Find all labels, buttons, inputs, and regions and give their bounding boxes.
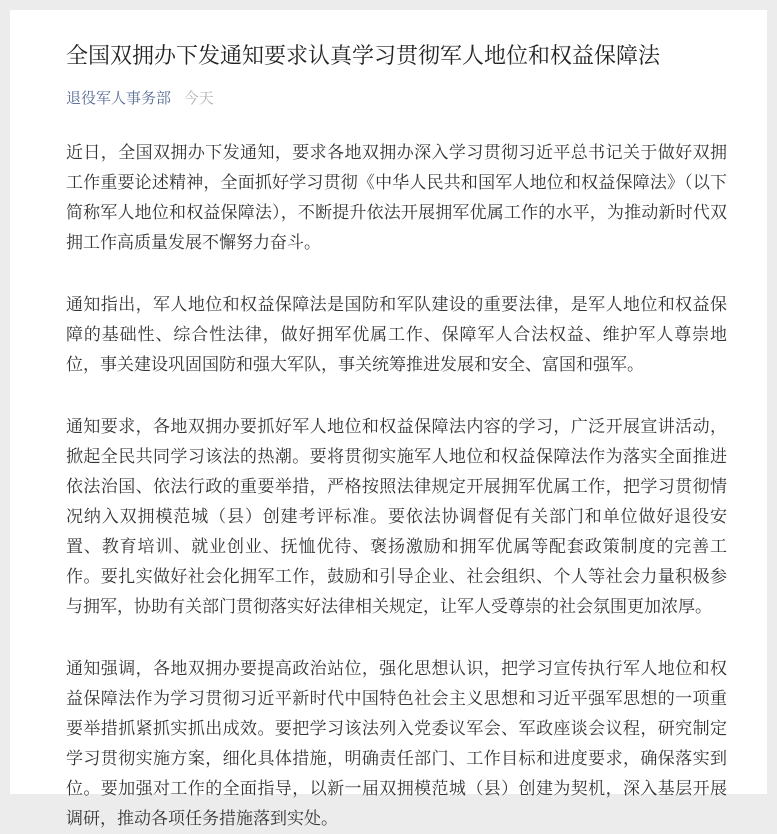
author-link[interactable]: 退役军人事务部 [66, 89, 172, 107]
paragraph-1: 近日，全国双拥办下发通知，要求各地双拥办深入学习贯彻习近平总书记关于做好双拥工作重要论述精神，全面抓好学习贯彻《中华人民共和国军人地位和权益保障法》（以下简称军人地位和权益保障法），不断提升依法开展拥军优属工作的水平，为推动新时代双拥工作高质量发展不懈努力奋斗。 [66, 143, 727, 253]
publish-date: 今天 [183, 89, 214, 107]
article-title: 全国双拥办下发通知要求认真学习贯彻军人地位和权益保障法 [66, 44, 661, 69]
article-body [66, 138, 727, 834]
paragraph-4: 通知强调，各地双拥办要提高政治站位，强化思想认识，把学习宣传执行军人地位和权益保障法作为学习贯彻习近平新时代中国特色社会主义思想和习近平强军思想的一项重要举措抓紧抓实抓出成效。要把学习该法列入党委议军会、军政座谈会议程，研究制定学习贯彻实施方案，细化具体措施，明确责任部门、工作目标和进度要求，确保落实到位。要加强对工作的全面指导，以新一届双拥模范城（县）创建为契机，深入基层开展调研，推动各项任务措施落到实处。 [66, 659, 727, 829]
paragraph-3: 通知要求，各地双拥办要抓好军人地位和权益保障法内容的学习，广泛开展宣讲活动，掀起全民共同学习该法的热潮。要将贯彻实施军人地位和权益保障法作为落实全面推进依法治国、依法行政的重要举措，严格按照法律规定开展拥军优属工作，把学习贯彻情况纳入双拥模范城（县）创建考评标准。要依法协调督促有关部门和单位做好退役安置、教育培训、就业创业、抚恤优待、褒扬激励和拥军优属等配套政策制度的完善工作。要扎实做好社会化拥军工作，鼓励和引导企业、社会组织、个人等社会力量积极参与拥军，协助有关部门贯彻落实好法律相关规定，让军人受尊崇的社会氛围更加浓厚。 [66, 417, 727, 617]
article-meta [66, 88, 727, 108]
paragraph-2: 通知指出，军人地位和权益保障法是国防和军队建设的重要法律，是军人地位和权益保障的基础性、综合性法律，做好拥军优属工作、保障军人合法权益、维护军人尊崇地位，事关建设巩固国防和强大军队，事关统筹推进发展和安全、富国和强军。 [66, 295, 727, 375]
article-card [10, 10, 767, 829]
